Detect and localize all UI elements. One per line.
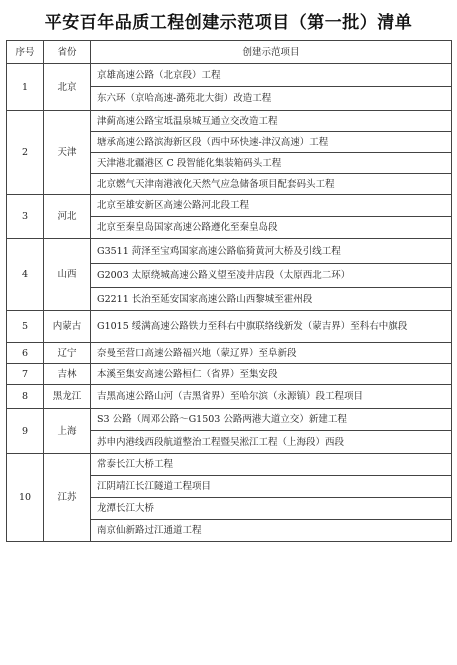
project-list-table xyxy=(6,40,452,542)
project-name-cell: 奈曼至营口高速公路福兴地（蒙辽界）至阜新段 xyxy=(91,343,452,364)
project-name-cell: 东六环（京哈高速-潞苑北大街）改造工程 xyxy=(91,87,452,111)
table-row xyxy=(7,311,452,343)
table-header-row xyxy=(7,41,452,64)
project-name-cell: 苏申内港线西段航道整治工程暨吴淞江工程（上海段）西段 xyxy=(91,431,452,454)
project-name-cell: 江阴靖江长江隧道工程项目 xyxy=(91,476,452,498)
province-cell: 黑龙江 xyxy=(44,385,91,409)
province-cell: 山西 xyxy=(44,239,91,311)
table-row xyxy=(7,454,452,476)
province-cell: 上海 xyxy=(44,409,91,454)
serial-number-cell: 1 xyxy=(7,64,44,111)
table-row xyxy=(7,111,452,132)
project-name-cell: 津蓟高速公路宝坻温泉城互通立交改造工程 xyxy=(91,111,452,132)
table-row xyxy=(7,343,452,364)
project-name-cell: 吉黑高速公路山河（吉黑省界）至哈尔滨（永源镇）段工程项目 xyxy=(91,385,452,409)
project-name-cell: 北京燃气天津南港液化天然气应急储备项目配套码头工程 xyxy=(91,174,452,195)
project-name-cell: G3511 菏泽至宝鸡国家高速公路临猗黄河大桥及引线工程 xyxy=(91,239,452,264)
project-name-cell: 北京至雄安新区高速公路河北段工程 xyxy=(91,195,452,217)
table-row xyxy=(7,239,452,264)
header-serial-number: 序号 xyxy=(7,41,44,64)
table-row xyxy=(7,364,452,385)
serial-number-cell: 6 xyxy=(7,343,44,364)
project-name-cell: G2003 太原绕城高速公路义望至凌井店段（太原西北二环） xyxy=(91,264,452,288)
serial-number-cell: 5 xyxy=(7,311,44,343)
header-province: 省份 xyxy=(44,41,91,64)
project-name-cell: 南京仙新路过江通道工程 xyxy=(91,520,452,542)
project-name-cell: 北京至秦皇岛国家高速公路遵化至秦皇岛段 xyxy=(91,217,452,239)
province-cell: 北京 xyxy=(44,64,91,111)
table-row xyxy=(7,409,452,431)
serial-number-cell: 8 xyxy=(7,385,44,409)
serial-number-cell: 3 xyxy=(7,195,44,239)
project-name-cell: S3 公路（周邓公路～G1503 公路两港大道立交）新建工程 xyxy=(91,409,452,431)
table-row xyxy=(7,385,452,409)
serial-number-cell: 2 xyxy=(7,111,44,195)
project-name-cell: G2211 长治至延安国家高速公路山西黎城至霍州段 xyxy=(91,288,452,311)
project-name-cell: 本溪至集安高速公路桓仁（省界）至集安段 xyxy=(91,364,452,385)
province-cell: 内蒙古 xyxy=(44,311,91,343)
serial-number-cell: 10 xyxy=(7,454,44,542)
project-name-cell: 塘承高速公路滨海新区段（西中环快速-津汉高速）工程 xyxy=(91,132,452,153)
province-cell: 江苏 xyxy=(44,454,91,542)
project-name-cell: G1015 绥满高速公路铁力至科右中旗联络线新发（蒙吉界）至科右中旗段 xyxy=(91,311,452,343)
province-cell: 天津 xyxy=(44,111,91,195)
serial-number-cell: 9 xyxy=(7,409,44,454)
province-cell: 吉林 xyxy=(44,364,91,385)
table-row xyxy=(7,195,452,217)
project-name-cell: 龙潭长江大桥 xyxy=(91,498,452,520)
document-title: 平安百年品质工程创建示范项目（第一批）清单 xyxy=(44,13,413,33)
serial-number-cell: 4 xyxy=(7,239,44,311)
header-project: 创建示范项目 xyxy=(91,41,452,64)
project-name-cell: 京雄高速公路（北京段）工程 xyxy=(91,64,452,87)
table-body xyxy=(7,64,452,542)
project-name-cell: 常泰长江大桥工程 xyxy=(91,454,452,476)
serial-number-cell: 7 xyxy=(7,364,44,385)
table-row xyxy=(7,64,452,87)
project-name-cell: 天津港北疆港区 C 段智能化集装箱码头工程 xyxy=(91,153,452,174)
province-cell: 辽宁 xyxy=(44,343,91,364)
province-cell: 河北 xyxy=(44,195,91,239)
